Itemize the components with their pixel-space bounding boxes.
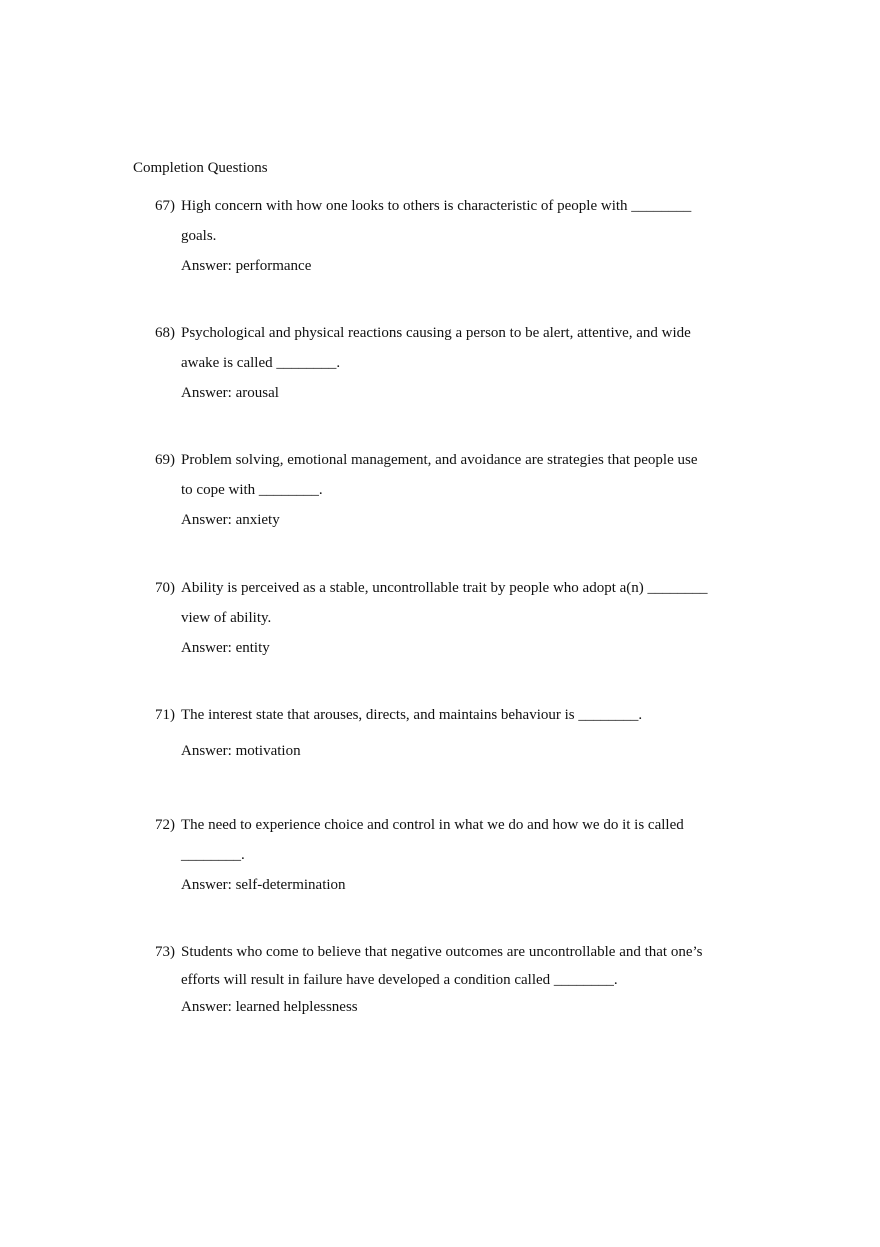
answer-text: Answer: performance bbox=[181, 258, 312, 274]
question-number: 67) bbox=[155, 198, 175, 214]
answer-text: Answer: entity bbox=[181, 640, 270, 656]
answer-text: Answer: arousal bbox=[181, 385, 279, 401]
question-number: 71) bbox=[155, 707, 175, 723]
question-text-line1: The interest state that arouses, directs, and maintains behaviour is ________. bbox=[181, 707, 643, 723]
question-text-line1: Psychological and physical reactions causing a person to be alert, attentive, and wide bbox=[181, 325, 691, 341]
question-text-line1: High concern with how one looks to others is characteristic of people with ________ bbox=[181, 198, 692, 214]
answer-text: Answer: learned helplessness bbox=[181, 999, 358, 1015]
question-number: 68) bbox=[155, 325, 175, 341]
question-text-line2: to cope with ________. bbox=[181, 482, 323, 498]
question-text-line2: ________. bbox=[181, 847, 245, 863]
question-number: 73) bbox=[155, 944, 175, 960]
question-text-line1: The need to experience choice and control in what we do and how we do it is called bbox=[181, 817, 684, 833]
question-text-line2: awake is called ________. bbox=[181, 355, 341, 371]
question-text-line2: view of ability. bbox=[181, 610, 272, 626]
answer-text: Answer: anxiety bbox=[181, 512, 280, 528]
question-text-line2: goals. bbox=[181, 228, 217, 244]
question-text-line2: efforts will result in failure have developed a condition called ________. bbox=[181, 972, 618, 988]
section-title: Completion Questions bbox=[133, 160, 268, 176]
question-text-line1: Problem solving, emotional management, and avoidance are strategies that people use bbox=[181, 452, 698, 468]
answer-text: Answer: motivation bbox=[181, 743, 301, 759]
question-text-line1: Students who come to believe that negative outcomes are uncontrollable and that one’s bbox=[181, 944, 703, 960]
question-number: 72) bbox=[155, 817, 175, 833]
question-number: 69) bbox=[155, 452, 175, 468]
question-number: 70) bbox=[155, 580, 175, 596]
answer-text: Answer: self-determination bbox=[181, 877, 346, 893]
question-text-line1: Ability is perceived as a stable, uncontrollable trait by people who adopt a(n) ________ bbox=[181, 580, 708, 596]
